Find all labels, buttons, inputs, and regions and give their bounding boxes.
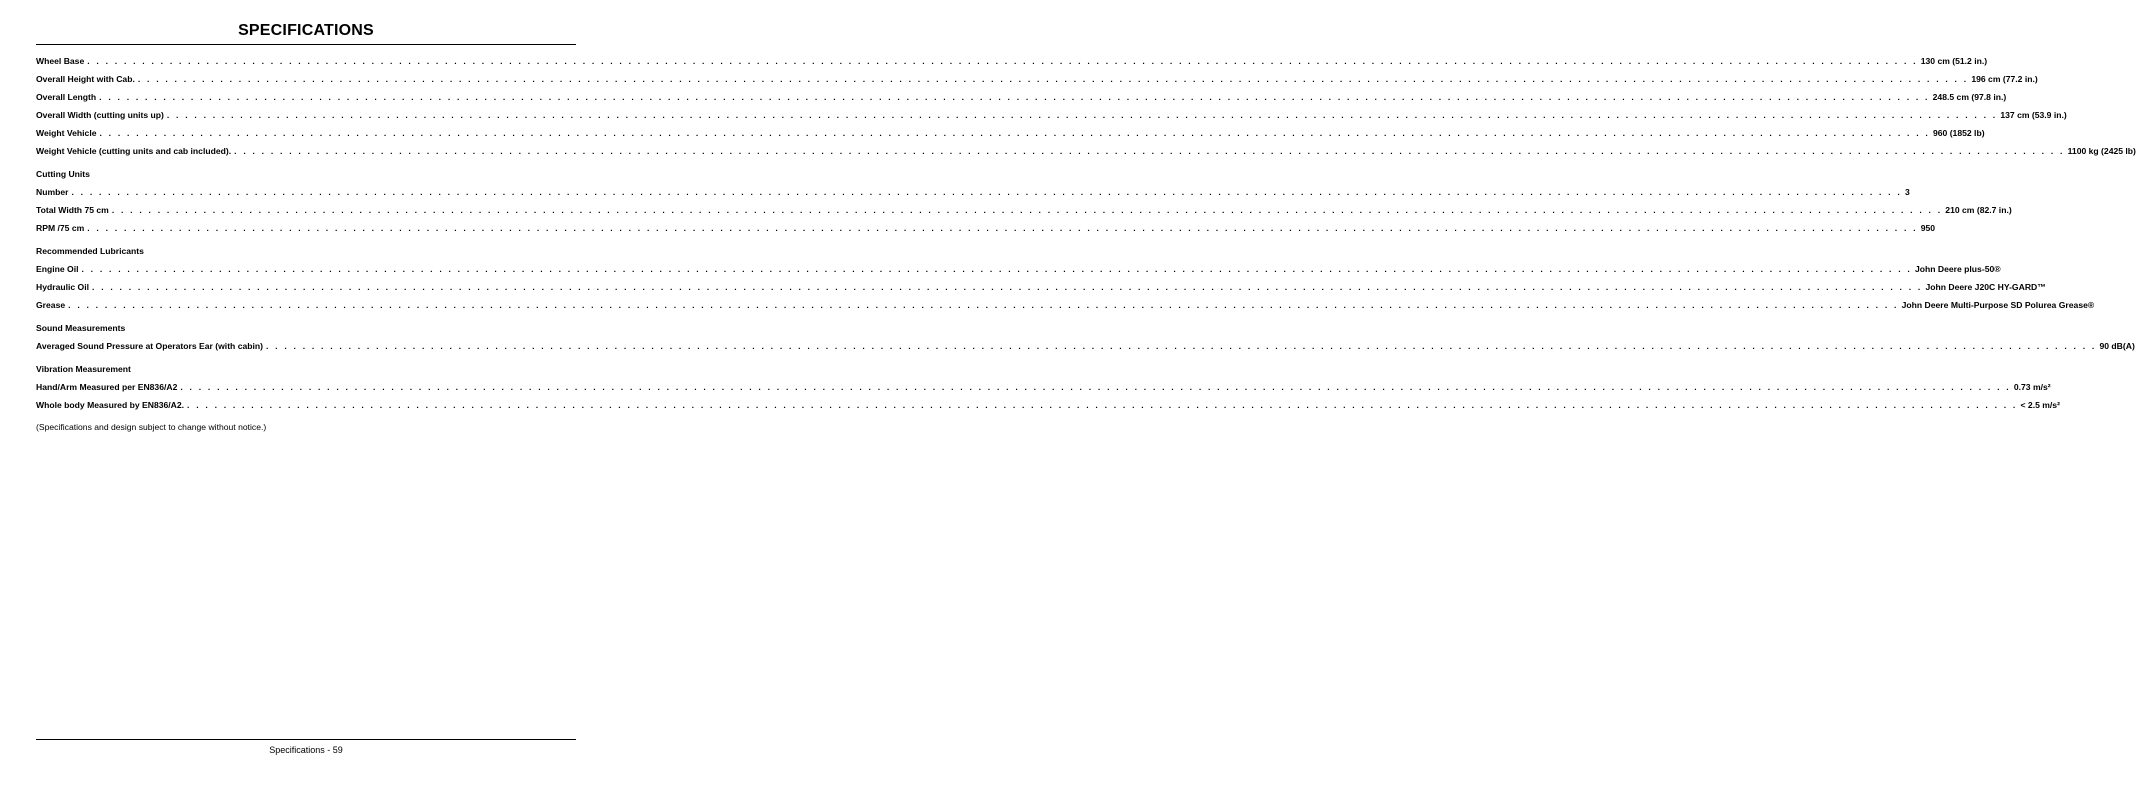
spec-section — [36, 319, 2135, 355]
dot-leader: . . . . . . . . . . . . . . . . . . . . . . . . . . . . . . . . . . . . . . . . . . . . . . . . . . . . . . . . . . . . . . . . . . . . . . . . . . . . . . . . . . . . . . . . . . . . . . . . . . . . . . . . . . . . . . . . . . . . . . . . . . . . . . . . . . . . . . . . . . . . . . . . . . . . . . . . . . . . . . . . . . . . . . . . . . . . . . . . . . . . . . . . . . . . . . . . . . . . . . . . — [71, 187, 1902, 197]
spec-value: 0.73 m/s² — [2013, 382, 2051, 392]
dot-leader: . . . . . . . . . . . . . . . . . . . . . . . . . . . . . . . . . . . . . . . . . . . . . . . . . . . . . . . . . . . . . . . . . . . . . . . . . . . . . . . . . . . . . . . . . . . . . . . . . . . . . . . . . . . . . . . . . . . . . . . . . . . . . . . . . . . . . . . . . . . . . . . . . . . . . . . . . . . . . . . . . . . . . . . . . . . . . . . . . . . . . . . . . . . . . . . . . . . . . . . . — [180, 382, 2011, 392]
spec-row — [36, 260, 2001, 278]
spec-label: Wheel Base — [36, 56, 85, 66]
spec-label: Number — [36, 187, 69, 197]
dot-leader: . . . . . . . . . . . . . . . . . . . . . . . . . . . . . . . . . . . . . . . . . . . . . . . . . . . . . . . . . . . . . . . . . . . . . . . . . . . . . . . . . . . . . . . . . . . . . . . . . . . . . . . . . . . . . . . . . . . . . . . . . . . . . . . . . . . . . . . . . . . . . . . . . . . . . . . . . . . . . . . . . . . . . . . . . . . . . . . . . . . . . . . . . . . . . . . . . . . . . . . . — [87, 56, 1918, 66]
spec-value: 90 dB(A) — [2099, 341, 2135, 351]
spec-label: Overall Height with Cab. — [36, 74, 135, 84]
spec-label: Overall Length — [36, 92, 97, 102]
footer-divider — [36, 739, 576, 740]
dot-leader: . . . . . . . . . . . . . . . . . . . . . . . . . . . . . . . . . . . . . . . . . . . . . . . . . . . . . . . . . . . . . . . . . . . . . . . . . . . . . . . . . . . . . . . . . . . . . . . . . . . . . . . . . . . . . . . . . . . . . . . . . . . . . . . . . . . . . . . . . . . . . . . . . . . . . . . . . . . . . . . . . . . . . . . . . . . . . . . . . . . . . . . . . . . . . . . . . . . . . . . . — [166, 110, 1998, 120]
spec-row — [36, 124, 1985, 142]
spec-row — [36, 378, 2051, 396]
spec-value: 137 cm (53.9 in.) — [2000, 110, 2067, 120]
dot-leader: . . . . . . . . . . . . . . . . . . . . . . . . . . . . . . . . . . . . . . . . . . . . . . . . . . . . . . . . . . . . . . . . . . . . . . . . . . . . . . . . . . . . . . . . . . . . . . . . . . . . . . . . . . . . . . . . . . . . . . . . . . . . . . . . . . . . . . . . . . . . . . . . . . . . . . . . . . . . . . . . . . . . . . . . . . . . . . . . . . . . . . . . . . . . . . . . . . . . . . . . — [99, 92, 1930, 102]
spec-section — [36, 360, 2060, 414]
spec-value: 3 — [1904, 187, 1910, 197]
spec-value: John Deere plus-50® — [1914, 264, 2001, 274]
spec-list — [36, 52, 2136, 436]
spec-section — [36, 165, 2012, 237]
spec-row — [36, 52, 1988, 70]
disclaimer-note: (Specifications and design subject to change without notice.) — [36, 422, 267, 432]
section-heading: Sound Measurements — [36, 323, 126, 333]
dot-leader: . . . . . . . . . . . . . . . . . . . . . . . . . . . . . . . . . . . . . . . . . . . . . . . . . . . . . . . . . . . . . . . . . . . . . . . . . . . . . . . . . . . . . . . . . . . . . . . . . . . . . . . . . . . . . . . . . . . . . . . . . . . . . . . . . . . . . . . . . . . . . . . . . . . . . . . . . . . . . . . . . . . . . . . . . . . . . . . . . . . . . . . . . . . . . . . . . . . . . . . . — [266, 341, 2097, 351]
dot-leader: . . . . . . . . . . . . . . . . . . . . . . . . . . . . . . . . . . . . . . . . . . . . . . . . . . . . . . . . . . . . . . . . . . . . . . . . . . . . . . . . . . . . . . . . . . . . . . . . . . . . . . . . . . . . . . . . . . . . . . . . . . . . . . . . . . . . . . . . . . . . . . . . . . . . . . . . . . . . . . . . . . . . . . . . . . . . . . . . . . . . . . . . . . . . . . . . . . . . . . . . — [234, 146, 2065, 156]
spec-row — [36, 201, 2012, 219]
dot-leader: . . . . . . . . . . . . . . . . . . . . . . . . . . . . . . . . . . . . . . . . . . . . . . . . . . . . . . . . . . . . . . . . . . . . . . . . . . . . . . . . . . . . . . . . . . . . . . . . . . . . . . . . . . . . . . . . . . . . . . . . . . . . . . . . . . . . . . . . . . . . . . . . . . . . . . . . . . . . . . . . . . . . . . . . . . . . . . . . . . . . . . . . . . . . . . . . . . . . . . . . — [99, 128, 1930, 138]
spec-row — [36, 142, 2136, 160]
spec-row — [36, 219, 1936, 237]
spec-row — [36, 396, 2060, 414]
spec-label: Whole body Measured by EN836/A2. — [36, 400, 185, 410]
spec-label: Hand/Arm Measured per EN836/A2 — [36, 382, 178, 392]
spec-label: Total Width 75 cm — [36, 205, 109, 215]
section-heading: Vibration Measurement — [36, 364, 131, 374]
section-heading: Cutting Units — [36, 169, 90, 179]
spec-row — [36, 337, 2135, 355]
spec-section — [36, 242, 2095, 314]
spec-label: Overall Width (cutting units up) — [36, 110, 164, 120]
spec-value: 960 (1852 lb) — [1932, 128, 1985, 138]
page-title: SPECIFICATIONS — [238, 22, 374, 39]
spec-label: Weight Vehicle (cutting units and cab included). — [36, 146, 232, 156]
spec-value: 130 cm (51.2 in.) — [1920, 56, 1988, 66]
spec-label: Averaged Sound Pressure at Operators Ear (with cabin) — [36, 341, 263, 351]
dot-leader: . . . . . . . . . . . . . . . . . . . . . . . . . . . . . . . . . . . . . . . . . . . . . . . . . . . . . . . . . . . . . . . . . . . . . . . . . . . . . . . . . . . . . . . . . . . . . . . . . . . . . . . . . . . . . . . . . . . . . . . . . . . . . . . . . . . . . . . . . . . . . . . . . . . . . . . . . . . . . . . . . . . . . . . . . . . . . . . . . . . . . . . . . . . . . . . . . . . . . . . . — [187, 400, 2018, 410]
spec-value: John Deere J20C HY-GARD™ — [1925, 282, 2046, 292]
spec-row — [36, 183, 1910, 201]
spec-label: RPM /75 cm — [36, 223, 85, 233]
dot-leader: . . . . . . . . . . . . . . . . . . . . . . . . . . . . . . . . . . . . . . . . . . . . . . . . . . . . . . . . . . . . . . . . . . . . . . . . . . . . . . . . . . . . . . . . . . . . . . . . . . . . . . . . . . . . . . . . . . . . . . . . . . . . . . . . . . . . . . . . . . . . . . . . . . . . . . . . . . . . . . . . . . . . . . . . . . . . . . . . . . . . . . . . . . . . . . . . . . . . . . . . — [81, 264, 1912, 274]
title-divider — [36, 44, 576, 45]
spec-row — [36, 278, 2046, 296]
spec-value: 196 cm (77.2 in.) — [1971, 74, 2038, 84]
dot-leader: . . . . . . . . . . . . . . . . . . . . . . . . . . . . . . . . . . . . . . . . . . . . . . . . . . . . . . . . . . . . . . . . . . . . . . . . . . . . . . . . . . . . . . . . . . . . . . . . . . . . . . . . . . . . . . . . . . . . . . . . . . . . . . . . . . . . . . . . . . . . . . . . . . . . . . . . . . . . . . . . . . . . . . . . . . . . . . . . . . . . . . . . . . . . . . . . . . . . . . . . — [111, 205, 1943, 215]
general-specs — [36, 52, 2136, 160]
spec-value: < 2.5 m/s² — [2020, 400, 2060, 410]
spec-value: 1100 kg (2425 lb) — [2067, 146, 2136, 156]
spec-label: Grease — [36, 300, 66, 310]
spec-label: Engine Oil — [36, 264, 79, 274]
spec-sections — [36, 165, 2135, 414]
spec-value: 210 cm (82.7 in.) — [1945, 205, 2012, 215]
spec-row — [36, 88, 2007, 106]
spec-label: Weight Vehicle — [36, 128, 97, 138]
dot-leader: . . . . . . . . . . . . . . . . . . . . . . . . . . . . . . . . . . . . . . . . . . . . . . . . . . . . . . . . . . . . . . . . . . . . . . . . . . . . . . . . . . . . . . . . . . . . . . . . . . . . . . . . . . . . . . . . . . . . . . . . . . . . . . . . . . . . . . . . . . . . . . . . . . . . . . . . . . . . . . . . . . . . . . . . . . . . . . . . . . . . . . . . . . . . . . . . . . . . . . . . — [68, 300, 1899, 310]
spec-value: 950 — [1920, 223, 1936, 233]
page-footer: Specifications - 59 — [269, 745, 343, 755]
spec-row — [36, 106, 2067, 124]
spec-row — [36, 70, 2038, 88]
spec-row — [36, 296, 2095, 314]
dot-leader: . . . . . . . . . . . . . . . . . . . . . . . . . . . . . . . . . . . . . . . . . . . . . . . . . . . . . . . . . . . . . . . . . . . . . . . . . . . . . . . . . . . . . . . . . . . . . . . . . . . . . . . . . . . . . . . . . . . . . . . . . . . . . . . . . . . . . . . . . . . . . . . . . . . . . . . . . . . . . . . . . . . . . . . . . . . . . . . . . . . . . . . . . . . . . . . . . . . . . . . . — [92, 282, 1923, 292]
dot-leader: . . . . . . . . . . . . . . . . . . . . . . . . . . . . . . . . . . . . . . . . . . . . . . . . . . . . . . . . . . . . . . . . . . . . . . . . . . . . . . . . . . . . . . . . . . . . . . . . . . . . . . . . . . . . . . . . . . . . . . . . . . . . . . . . . . . . . . . . . . . . . . . . . . . . . . . . . . . . . . . . . . . . . . . . . . . . . . . . . . . . . . . . . . . . . . . . . . . . . . . . — [137, 74, 1969, 84]
section-heading: Recommended Lubricants — [36, 246, 144, 256]
dot-leader: . . . . . . . . . . . . . . . . . . . . . . . . . . . . . . . . . . . . . . . . . . . . . . . . . . . . . . . . . . . . . . . . . . . . . . . . . . . . . . . . . . . . . . . . . . . . . . . . . . . . . . . . . . . . . . . . . . . . . . . . . . . . . . . . . . . . . . . . . . . . . . . . . . . . . . . . . . . . . . . . . . . . . . . . . . . . . . . . . . . . . . . . . . . . . . . . . . . . . . . . — [87, 223, 1918, 233]
spec-label: Hydraulic Oil — [36, 282, 90, 292]
spec-value: 248.5 cm (97.8 in.) — [1932, 92, 2007, 102]
spec-value: John Deere Multi-Purpose SD Polurea Grease® — [1901, 300, 2095, 310]
